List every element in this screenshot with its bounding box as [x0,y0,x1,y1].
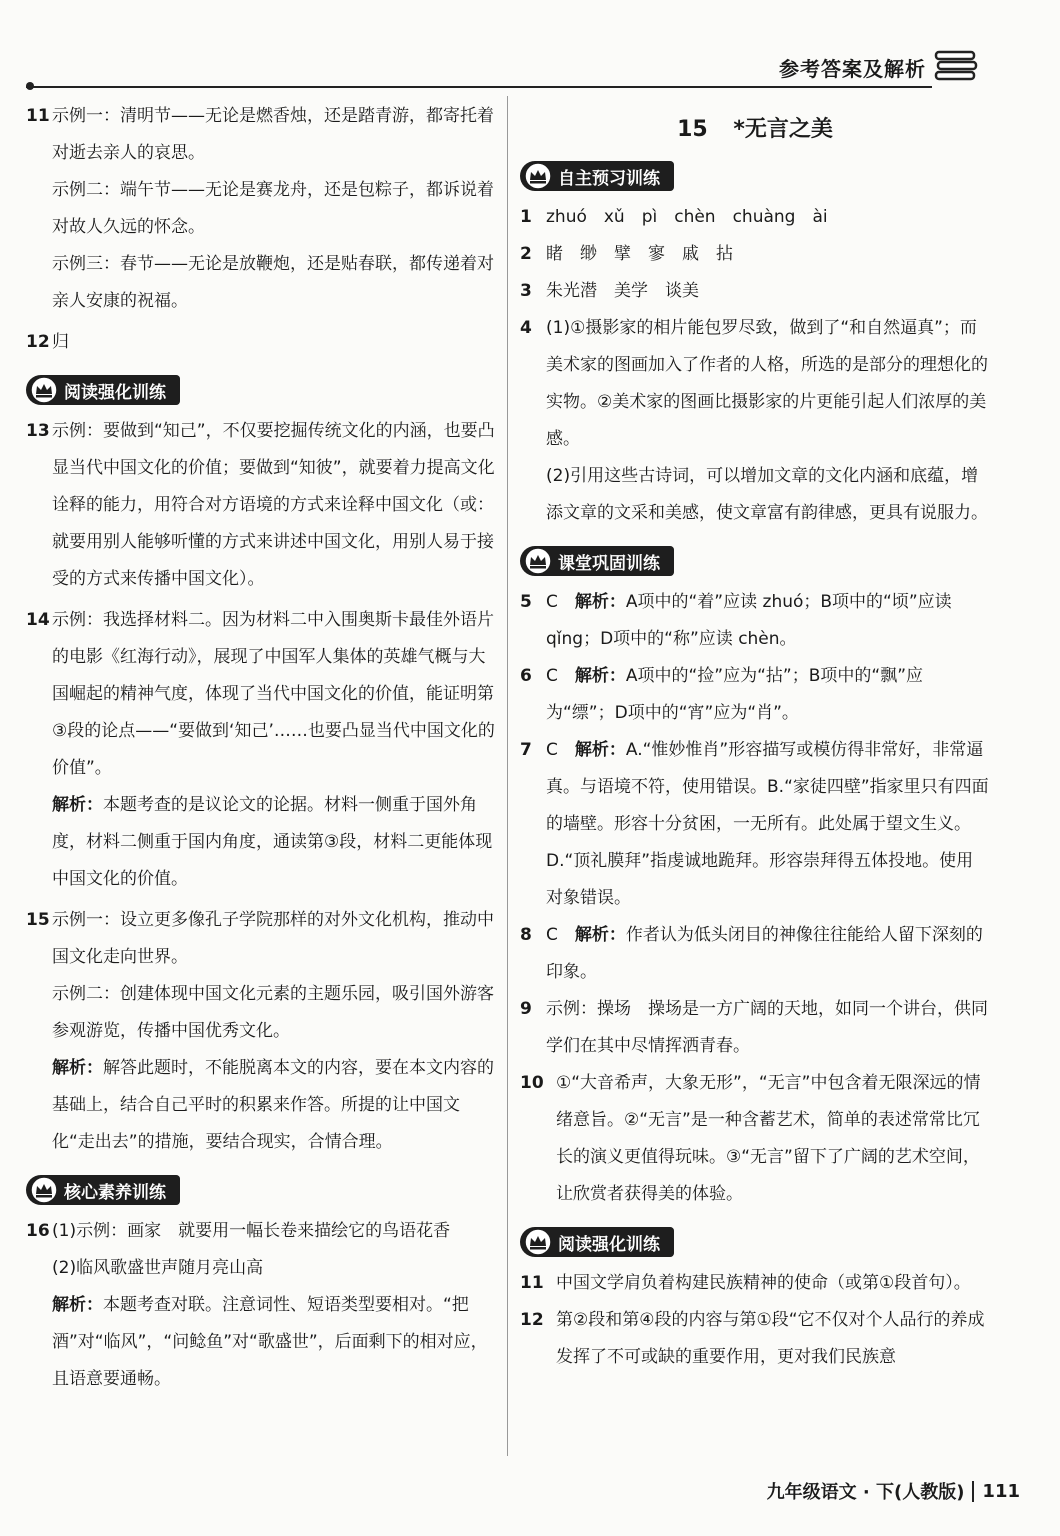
answer-7 [520,732,990,917]
answer-line: 示例一：清明节——无论是燃香烛，还是踏青游，都寄托着对逝去亲人的哀思。 [52,106,494,163]
answer-4 [520,310,990,532]
page-number: 111 [972,1481,1020,1502]
choice-answer: C [546,740,558,760]
answer-13 [26,413,498,598]
answer-3 [520,273,990,310]
item-number: 6 [520,666,532,686]
crown-icon [524,162,552,190]
section-banner [520,1227,674,1257]
choice-answer: C [546,592,558,612]
book-stack-icon [934,48,978,86]
answer-15 [26,902,498,1161]
item-number: 16 [26,1221,50,1241]
answer-text: 朱光潜 美学 谈美 [546,281,699,301]
choice-answer: C [546,666,558,686]
section-title: 阅读强化训练 [64,382,166,403]
item-number: 1 [520,207,532,227]
answer-text: 示例：操场 操场是一方广阔的天地，如同一个讲台，供同学们在其中尽情挥洒青春。 [546,999,988,1056]
item-number: 12 [520,1310,544,1330]
analysis-text: 本题考查的是议论文的论据。材料一侧重于国外角度，材料二侧重于国内角度，通读第③段，材料二更能体现中国文化的价值。 [52,795,493,889]
answer-line: 示例三：春节——无论是放鞭炮，还是贴春联，都传递着对亲人安康的祝福。 [52,254,494,311]
running-header [779,48,978,86]
crown-icon [30,1176,58,1204]
item-number: 11 [520,1273,544,1293]
crown-icon [524,1228,552,1256]
lesson-heading [520,112,990,143]
section-title: 课堂巩固训练 [558,553,660,574]
header-title: 参考答案及解析 [779,56,926,81]
analysis-text: 解答此题时，不能脱离本文的内容，要在本文内容的基础上，结合自己平时的积累来作答。所提的让中国文化“走出去”的措施，要结合现实，合情合理。 [52,1058,494,1152]
answer-14 [26,602,498,898]
column-divider [507,96,508,1456]
item-number: 10 [520,1073,544,1093]
analysis-label: 解析： [52,1058,103,1078]
answer-16 [26,1213,498,1398]
right-column [520,98,990,1376]
item-number: 7 [520,740,532,760]
answer-text: 睹 缈 擘 寥 戚 拈 [546,244,733,264]
answer-8 [520,917,990,991]
analysis-text: 作者认为低头闭目的神像往往能给人留下深刻的印象。 [546,925,983,982]
section-title: 自主预习训练 [558,168,660,189]
section-banner [520,161,674,191]
answer-text: (1)①摄影家的相片能包罗尽致，做到了“和自然逼真”；而美术家的图画加入了作者的人格，所选的是部分的理想化的实物。②美术家的图画比摄影家的片更能引起人们浓厚的美感。 [546,318,988,449]
analysis-text: A.“惟妙惟肖”形容描写或模仿得非常好，非常逼真。与语境不符，使用错误。B.“家徒四壁”指家里只有四面的墙壁。形容十分贫困，一无所有。此处属于望文生义。D.“顶礼膜拜”指虔诚地跪拜。形容崇拜得五体投地。使用对象错误。 [546,740,989,908]
running-footer [767,1478,1020,1504]
item-number: 2 [520,244,532,264]
answer-5 [520,584,990,658]
lesson-number: 15 [677,117,708,142]
analysis-label: 解析： [574,592,626,612]
lesson-title: *无言之美 [733,117,833,142]
answer-2 [520,236,990,273]
answer-text: zhuó xǔ pì chèn chuàng ài [546,207,828,227]
item-number: 3 [520,281,532,301]
left-column [26,98,498,1398]
section-title: 核心素养训练 [64,1182,166,1203]
analysis-text: 本题考查对联。注意词性、短语类型要相对。“把酒”对“临风”，“问鲶鱼”对“歌盛世”，后面剩下的相对应，且语意要通畅。 [52,1295,488,1389]
answer-text: 第②段和第④段的内容与第①段“它不仅对个人品行的养成发挥了不可或缺的重要作用，更对我们民族意 [556,1310,985,1367]
answer-12-right [520,1302,990,1376]
answer-6 [520,658,990,732]
item-number: 15 [26,910,50,930]
section-title: 阅读强化训练 [558,1234,660,1255]
answer-text: 示例：我选择材料二。因为材料二中入围奥斯卡最佳外语片的电影《红海行动》，展现了中国军人集体的英雄气概与大国崛起的精神气度，体现了当代中国文化的价值，能证明第③段的论点——“要做到‘知己’……也要凸显当代中国文化的价值”。 [52,610,495,778]
item-number: 14 [26,610,50,630]
crown-icon [524,547,552,575]
section-banner [26,1175,180,1205]
analysis-label: 解析： [574,666,626,686]
answer-text: 中国文学肩负着构建民族精神的使命（或第①段首句）。 [556,1273,971,1293]
item-number: 12 [26,332,50,352]
answer-text: (1)示例：画家 就要用一幅长卷来描绘它的鸟语花香 [52,1221,451,1241]
item-number: 9 [520,999,532,1019]
footer-book: 九年级语文 · 下(人教版) [766,1482,965,1503]
answer-9 [520,991,990,1065]
analysis-text: A项中的“捡”应为“拈”；B项中的“飘”应为“缥”；D项中的“宵”应为“肖”。 [546,666,924,723]
item-number: 13 [26,421,50,441]
answer-11-right [520,1265,990,1302]
section-banner [26,375,180,405]
answer-text: 示例：要做到“知己”，不仅要挖掘传统文化的内涵，也要凸显当代中国文化的价值；要做到“知彼”，就要着力提高文化诠释的能力，用符合对方语境的方式来诠释中国文化（或：就要用别人能够听懂的方式来讲述中国文化，用别人易于接受的方式来传播中国文化）。 [52,421,495,589]
answer-text: (2)临风歌盛世声随月亮山高 [52,1258,264,1278]
analysis-label: 解析： [52,795,103,815]
item-number: 5 [520,592,532,612]
item-number: 4 [520,318,532,338]
analysis-label: 解析： [574,740,626,760]
answer-11 [26,98,498,320]
analysis-label: 解析： [574,925,626,945]
answer-10 [520,1065,990,1213]
answer-1 [520,199,990,236]
choice-answer: C [546,925,558,945]
answer-line: 示例二：创建体现中国文化元素的主题乐园，吸引国外游客参观游览，传播中国优秀文化。 [52,984,494,1041]
answer-line: 示例一：设立更多像孔子学院那样的对外文化机构，推动中国文化走向世界。 [52,910,494,967]
analysis-text: A项中的“着”应读 zhuó；B项中的“顷”应读 qǐng；D项中的“称”应读 chèn。 [546,592,952,649]
analysis-label: 解析： [52,1295,103,1315]
answer-text: (2)引用这些古诗词，可以增加文章的文化内涵和底蕴，增添文章的文采和美感，使文章富有韵律感，更具有说服力。 [546,466,988,523]
item-number: 8 [520,925,532,945]
answer-line: 示例二：端午节——无论是赛龙舟，还是包粽子，都诉说着对故人久远的怀念。 [52,180,494,237]
crown-icon [30,376,58,404]
item-number: 11 [26,106,50,126]
answer-text: 归 [52,332,69,352]
section-banner [520,546,674,576]
header-rule [26,86,932,88]
answer-12 [26,324,498,361]
answer-text: ①“大音希声，大象无形”，“无言”中包含着无限深远的情绪意旨。②“无言”是一种含蓄艺术，简单的表述常常比冗长的演义更值得玩味。③“无言”留下了广阔的艺术空间，让欣赏者获得美的体验。 [556,1073,981,1204]
